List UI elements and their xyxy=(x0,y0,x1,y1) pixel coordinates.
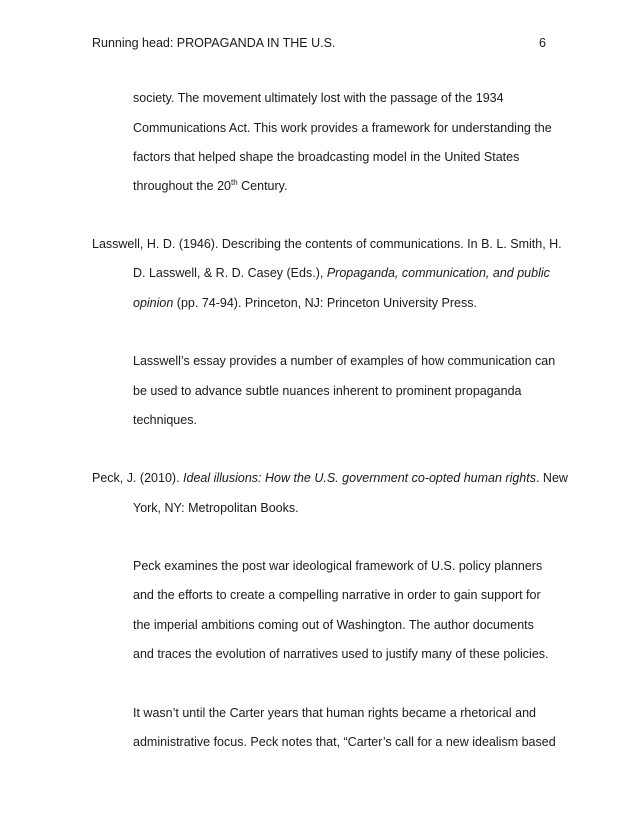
text-run: (pp. 74-94). Princeton, NJ: Princeton University Press. xyxy=(173,296,477,310)
reference-line xyxy=(133,296,477,310)
text-run: . New xyxy=(535,471,568,485)
reference-entry-lasswell: Lasswell, H. D. (1946). Describing the contents of communications. In B. L. Smith, H. xyxy=(92,237,562,251)
book-title: Ideal illusions: How the U.S. government co-opted human rights xyxy=(183,471,536,485)
page-header xyxy=(92,36,546,50)
annotation-line: techniques. xyxy=(133,413,197,427)
ordinal-superscript: th xyxy=(231,177,238,187)
reference-line: York, NY: Metropolitan Books. xyxy=(133,501,299,515)
running-head: Running head: PROPAGANDA IN THE U.S. xyxy=(92,36,336,50)
page-number: 6 xyxy=(539,36,546,50)
annotation-line: be used to advance subtle nuances inherent to prominent propaganda xyxy=(133,384,522,398)
annotation-line: Communications Act. This work provides a framework for understanding the xyxy=(133,121,552,135)
annotation-line xyxy=(133,179,287,193)
annotation-line: society. The movement ultimately lost with the passage of the 1934 xyxy=(133,91,504,105)
book-title: opinion xyxy=(133,296,174,310)
text-run: D. Lasswell, & R. D. Casey (Eds.), xyxy=(133,266,327,280)
text-run: Peck, J. (2010). xyxy=(92,471,184,485)
annotation-line: It wasn’t until the Carter years that human rights became a rhetorical and xyxy=(133,706,536,720)
annotation-line: the imperial ambitions coming out of Washington. The author documents xyxy=(133,618,534,632)
text-run: Century. xyxy=(237,179,288,193)
annotation-line: and the efforts to create a compelling narrative in order to gain support for xyxy=(133,588,541,602)
annotation-line: factors that helped shape the broadcasting model in the United States xyxy=(133,150,520,164)
annotation-line: Peck examines the post war ideological framework of U.S. policy planners xyxy=(133,559,543,573)
reference-entry-peck xyxy=(92,471,568,485)
annotation-line: Lasswell’s essay provides a number of examples of how communication can xyxy=(133,354,556,368)
annotation-line: and traces the evolution of narratives used to justify many of these policies. xyxy=(133,647,549,661)
reference-line xyxy=(133,266,550,280)
book-title: Propaganda, communication, and public xyxy=(326,266,550,280)
annotation-line: administrative focus. Peck notes that, “Carter’s call for a new idealism based xyxy=(133,735,556,749)
text-run: throughout the 20 xyxy=(133,179,231,193)
